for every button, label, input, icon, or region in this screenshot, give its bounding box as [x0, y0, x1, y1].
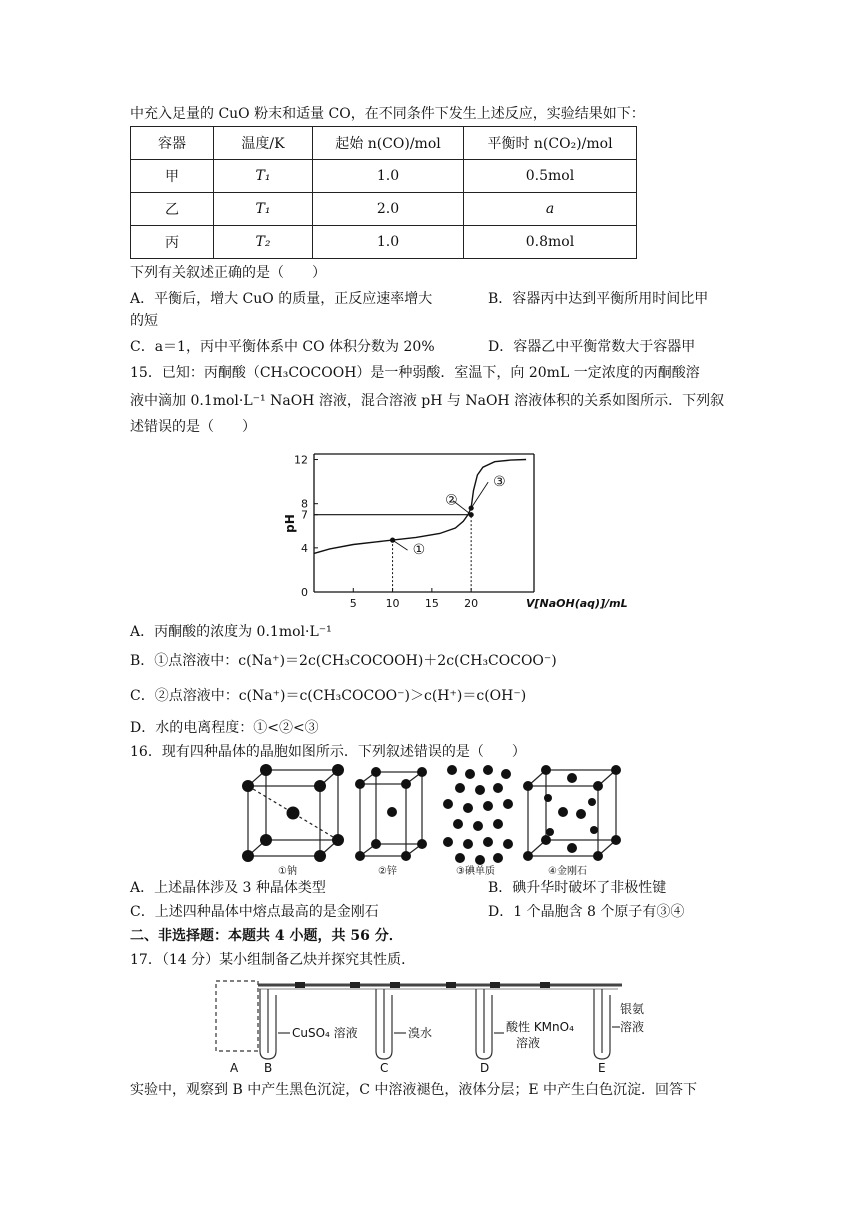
letter-c: C: [380, 1061, 389, 1075]
zinc-unit-cell: [355, 767, 427, 861]
table-cell: T₂: [214, 226, 313, 259]
data-point-3: [469, 505, 474, 510]
intro-line: 中充入足量的 CuO 粉末和适量 CO，在不同条件下发生上述反应，实验结果如下：: [130, 106, 645, 122]
x-tick-label: 10: [385, 597, 400, 610]
section-heading: 二、非选择题：本题共 4 小题，共 56 分．: [130, 928, 403, 944]
point-label: ①: [412, 542, 426, 559]
q14-option-b-cont: 的短: [130, 313, 158, 329]
data-point-1: [390, 538, 395, 543]
label-e-solution-1: 银氨: [620, 1002, 645, 1016]
table-cell: 1.0: [313, 226, 464, 259]
q14-option-c: C．a＝1，丙中平衡体系中 CO 体积分数为 20%: [130, 339, 435, 355]
label-d-solution-2: 溶液: [516, 1036, 541, 1050]
table-row: [131, 160, 637, 193]
q15-option-b: B．①点溶液中：c(Na⁺)＝2c(CH₃COCOOH)＋2c(CH₃COCOO⁻): [130, 653, 557, 669]
q17-observation: 实验中，观察到 B 中产生黑色沉淀，C 中溶液褪色，液体分层；E 中产生白色沉淀．回答下: [130, 1082, 698, 1098]
q15-option-d: D．水的电离程度：①<②<③: [130, 720, 319, 736]
table-header-row: [131, 127, 637, 160]
q16-option-c: C．上述四种晶体中熔点最高的是金刚石: [130, 904, 379, 920]
label-d-solution-1: 酸性 KMnO₄: [506, 1020, 574, 1034]
q16-option-d: D．1 个晶胞含 8 个原子有③④: [488, 904, 685, 920]
table-cell: 1.0: [313, 160, 464, 193]
point-label: ②: [445, 492, 458, 509]
label-b-solution: CuSO₄ 溶液: [292, 1026, 358, 1040]
q14-stem: 下列有关叙述正确的是（ ）: [130, 265, 326, 281]
q14-option-d: D．容器乙中平衡常数大于容器甲: [488, 339, 696, 355]
y-tick-label: 12: [294, 453, 308, 467]
q16-stem: 16．现有四种晶体的晶胞如图所示．下列叙述错误的是（ ）: [130, 744, 526, 760]
experiment-table: [130, 126, 637, 259]
q14-option-b: B．容器丙中达到平衡所用时间比甲: [488, 291, 709, 307]
letter-d: D: [480, 1061, 490, 1075]
table-row: [131, 226, 637, 259]
table-header: 容器: [131, 127, 214, 160]
x-tick-label: 5: [349, 597, 357, 610]
caption-sodium: ①钠: [278, 866, 297, 877]
apparatus-figure: [210, 975, 650, 1075]
x-tick-label: 15: [424, 597, 439, 610]
table-cell: 2.0: [313, 193, 464, 226]
table-cell: 0.8mol: [464, 226, 637, 259]
table-header: 平衡时 n(CO₂)/mol: [464, 127, 637, 160]
diamond-unit-cell: [523, 765, 621, 861]
iodine-unit-cell: [443, 765, 513, 865]
table-cell: 乙: [131, 193, 214, 226]
y-axis-label: pH: [283, 514, 297, 533]
caption-diamond: ④金刚石: [548, 866, 587, 877]
q15-option-a: A．丙酮酸的浓度为 0.1mol·L⁻¹: [130, 624, 332, 640]
y-tick-label: 8: [301, 497, 308, 511]
q16-option-a: A．上述晶体涉及 3 种晶体类型: [130, 880, 326, 896]
caption-zinc: ②锌: [378, 866, 397, 877]
q16-option-b: B．碘升华时破坏了非极性键: [488, 880, 667, 896]
q15-option-c: C．②点溶液中：c(Na⁺)＝c(CH₃COCOO⁻)＞c(H⁺)＝c(OH⁻): [130, 688, 527, 704]
table-row: [131, 193, 637, 226]
table-cell: T₁: [214, 160, 313, 193]
y-tick-label: 7: [301, 508, 308, 522]
ph-titration-chart: [270, 440, 628, 615]
table-cell: 0.5mol: [464, 160, 637, 193]
table-cell: a: [464, 193, 637, 226]
table-cell: T₁: [214, 193, 313, 226]
point-label: ③: [493, 474, 506, 491]
crystal-cells-figure: [230, 762, 630, 878]
label-c-solution: 溴水: [408, 1026, 433, 1040]
label-e-solution-2: 溶液: [620, 1020, 645, 1034]
letter-e: E: [598, 1061, 606, 1075]
q15-stem-line1: 15．已知：丙酮酸（CH₃COCOOH）是一种弱酸．室温下，向 20mL 一定浓度的丙酮酸溶: [130, 365, 700, 381]
table-cell: 丙: [131, 226, 214, 259]
x-axis-label: V[NaOH(aq)]/mL: [526, 597, 628, 610]
q15-stem-line3: 述错误的是（ ）: [130, 419, 256, 435]
letter-a: A: [230, 1061, 239, 1075]
generator-box: [216, 981, 258, 1051]
table-cell: 甲: [131, 160, 214, 193]
y-tick-label: 4: [301, 541, 308, 555]
x-tick-label: 20: [464, 597, 479, 610]
point-leader: [471, 482, 488, 508]
letter-b: B: [264, 1061, 273, 1075]
q14-option-a: A．平衡后，增大 CuO 的质量，正反应速率增大: [130, 291, 433, 307]
table-header: 起始 n(CO)/mol: [313, 127, 464, 160]
origin-label: 0: [301, 586, 308, 599]
sodium-unit-cell: [242, 764, 344, 862]
point-leader: [393, 540, 408, 550]
table-header: 温度/K: [214, 127, 313, 160]
q17-stem: 17．（14 分）某小组制备乙炔并探究其性质．: [130, 952, 416, 968]
caption-iodine: ③碘单质: [456, 866, 495, 877]
q15-stem-line2: 液中滴加 0.1mol·L⁻¹ NaOH 溶液，混合溶液 pH 与 NaOH 溶液体积的关系如图所示．下列叙: [130, 393, 725, 409]
